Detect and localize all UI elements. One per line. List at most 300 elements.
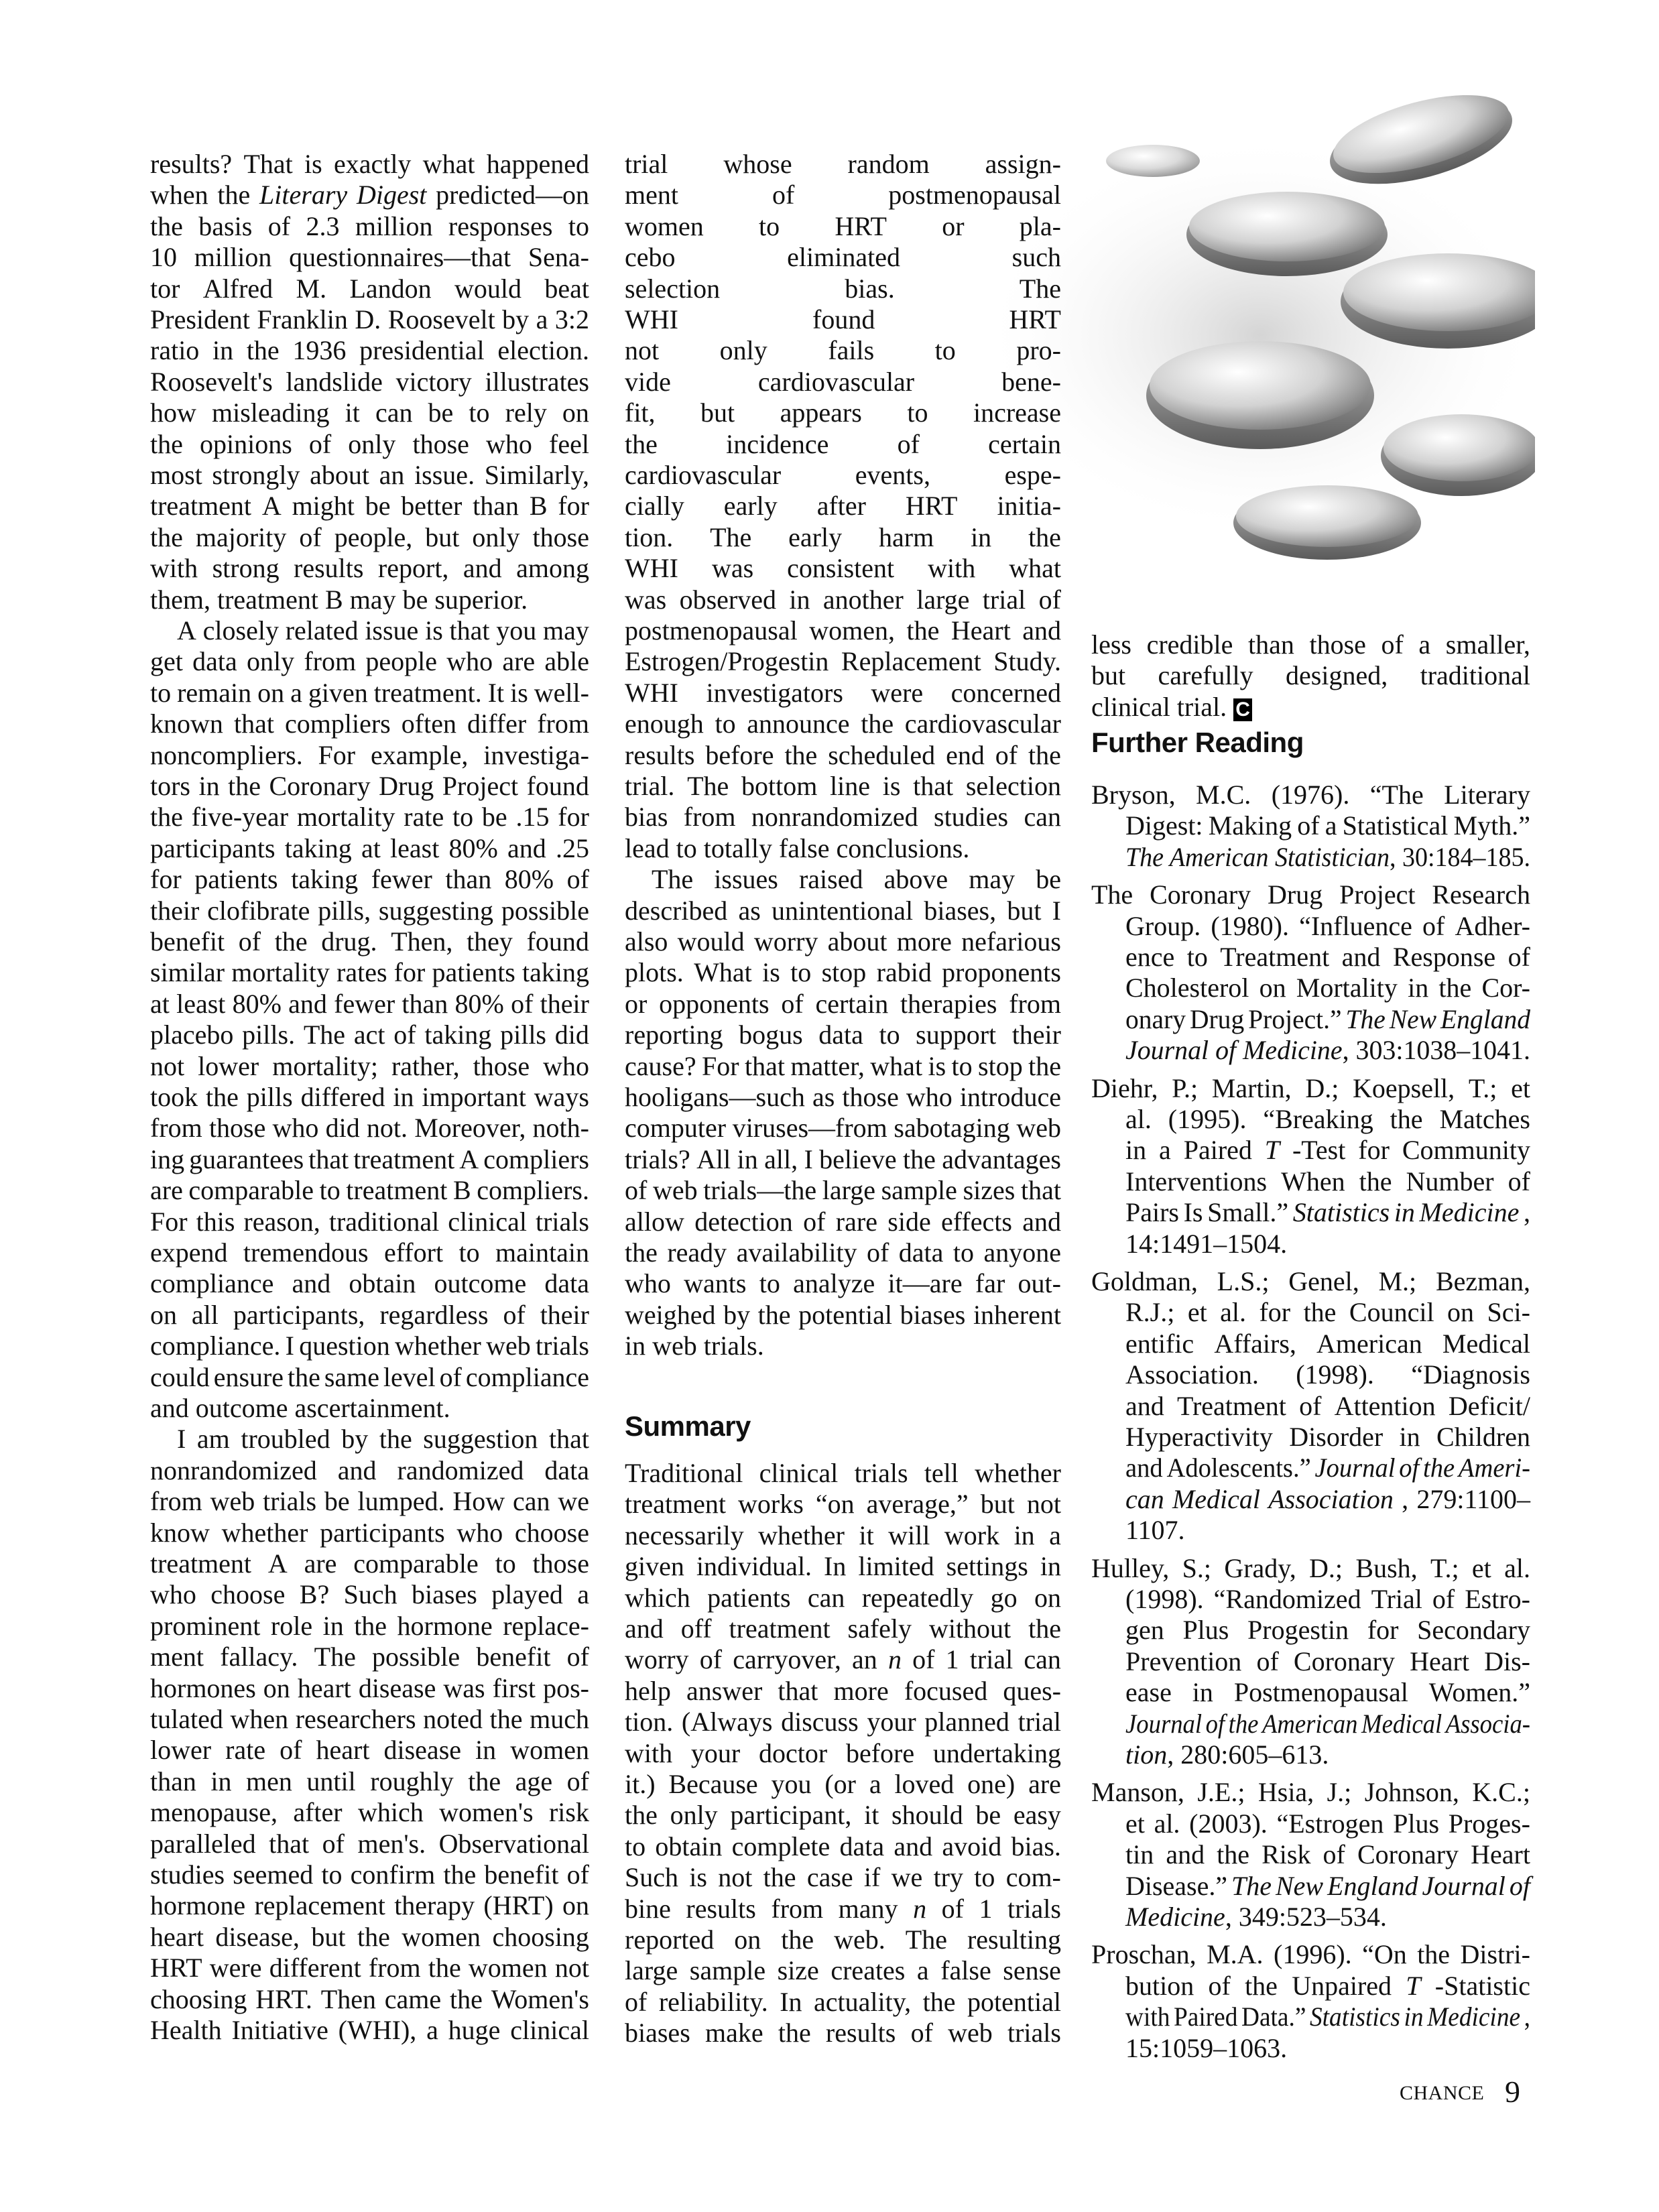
word: is (928, 1050, 946, 1081)
word: from (683, 802, 736, 833)
word: HRT (905, 491, 958, 521)
word: be (1036, 864, 1061, 895)
word: you (496, 615, 537, 646)
word: trials? (625, 1144, 690, 1174)
word: Roosevelt's (150, 366, 273, 397)
word: wants (684, 1268, 747, 1299)
word: tion. (625, 1707, 674, 1737)
word: HRT (150, 1953, 202, 1983)
text-line (625, 1955, 1061, 1986)
text-line (625, 1300, 1061, 1331)
text-line (150, 1922, 589, 1953)
text-line (150, 1735, 589, 1766)
word: whether (221, 1517, 308, 1548)
word: tell (924, 1458, 959, 1488)
word: how (150, 397, 196, 428)
word: well- (534, 677, 589, 708)
word: in (1408, 973, 1429, 1003)
word: the (489, 1704, 523, 1734)
word: paralleled (150, 1828, 256, 1859)
word: found (526, 926, 589, 957)
word: who (456, 1517, 503, 1548)
word: false (940, 1955, 991, 1986)
word: million (194, 242, 272, 273)
word: to (715, 709, 736, 739)
word: roughly (370, 1766, 454, 1796)
word: data (544, 1268, 589, 1299)
word: million (355, 210, 433, 241)
word: (1976). (1271, 780, 1350, 810)
word: than (402, 988, 448, 1019)
word: can (512, 1486, 550, 1517)
word: to (458, 1237, 480, 1268)
page-number: 9 (1505, 2075, 1520, 2109)
word: studies (934, 802, 1009, 833)
word: New (1389, 1003, 1437, 1034)
word: comparable (353, 1548, 479, 1579)
word: example, (370, 739, 469, 770)
word: by (341, 1424, 369, 1455)
word: expend (150, 1237, 228, 1268)
word: not (625, 335, 660, 366)
word: “on (815, 1489, 855, 1520)
word: trial (625, 149, 668, 179)
word: assign- (985, 149, 1061, 179)
word: of (267, 210, 291, 241)
word: the (903, 1144, 936, 1174)
word: patients (194, 864, 278, 895)
word: For (318, 739, 356, 770)
word: the (379, 1424, 412, 1455)
word: obtain (655, 1831, 723, 1861)
word: benefit (150, 926, 225, 957)
word: whether (758, 1520, 845, 1550)
word: one) (967, 1769, 1016, 1799)
word: incidence (726, 428, 829, 459)
word: It (487, 677, 505, 708)
word: it (864, 1800, 879, 1831)
word: -Test (1292, 1135, 1346, 1166)
text-line (625, 957, 1061, 988)
word: potential (798, 1299, 893, 1330)
word: reliability. (658, 1986, 768, 2017)
text-line (625, 1175, 1061, 1206)
word: at (361, 833, 381, 863)
word: M.C. (1196, 780, 1251, 810)
word: Community (1402, 1135, 1530, 1166)
word: to (452, 802, 474, 833)
text-line (1091, 1939, 1530, 1970)
word: allow (625, 1206, 684, 1237)
word: effects (941, 1206, 1012, 1237)
word: found (812, 304, 875, 334)
word: of (511, 988, 534, 1019)
text-line (1125, 1135, 1530, 1166)
text-line (177, 1424, 589, 1455)
word: the (150, 521, 183, 552)
word: replace- (503, 1610, 589, 1641)
text-line (150, 522, 589, 553)
text-line (1125, 1035, 1530, 1066)
text-line (625, 771, 1061, 802)
word: cause? (625, 1050, 696, 1081)
word: the (763, 1862, 796, 1893)
word: Group. (1125, 910, 1201, 941)
word: n (887, 1644, 902, 1675)
word: disease (383, 1735, 462, 1766)
word: scheduled (828, 739, 936, 770)
word: Franklin (257, 304, 348, 334)
word: the (357, 1921, 390, 1952)
word: For (150, 1206, 188, 1237)
word: are (1028, 1769, 1061, 1799)
text-line (150, 180, 589, 210)
word: data (818, 1020, 863, 1050)
further-reading-heading: Further Reading (1091, 727, 1304, 758)
word: to (568, 210, 589, 241)
word: rate (225, 1735, 266, 1766)
text-line (1125, 2033, 1530, 2064)
word: to (1186, 942, 1208, 972)
word: average,” (866, 1489, 969, 1520)
text-line (1091, 1266, 1530, 1297)
word: ensure (213, 1361, 284, 1392)
text-line (625, 1237, 1061, 1268)
text-line (150, 1331, 589, 1361)
word: opponents (659, 988, 770, 1019)
word: pla- (1019, 210, 1061, 241)
text-line (1125, 1902, 1530, 1932)
word: and (1022, 615, 1061, 646)
word: L.S.; (1217, 1266, 1270, 1296)
word: get (150, 646, 183, 677)
word: resulting (967, 1924, 1061, 1955)
word: in (1013, 1520, 1035, 1550)
text-line (625, 678, 1061, 709)
word: pills (500, 1020, 546, 1050)
word: Literary (259, 180, 348, 210)
word: R.J.; (1125, 1297, 1175, 1328)
word: bias. (1011, 1831, 1061, 1861)
word: is (425, 615, 443, 646)
word: The (1345, 1003, 1386, 1034)
word: treatment (150, 491, 252, 521)
word: tin (1125, 1839, 1154, 1870)
word: the (150, 210, 183, 241)
word: the (1028, 739, 1061, 770)
text-line (150, 429, 589, 460)
word: by (723, 1299, 751, 1330)
word: at (150, 988, 170, 1019)
text: , 349:523–534. (1225, 1902, 1387, 1932)
word: Moreover, (414, 1113, 526, 1144)
text-line (1091, 692, 1530, 723)
word: (1980). (1211, 910, 1289, 941)
word: rate (404, 802, 444, 833)
word: compliers (483, 1144, 589, 1174)
word: (2003). (1189, 1808, 1268, 1839)
word: women (402, 1921, 481, 1952)
word: from (368, 1953, 421, 1983)
word: Goldman, (1091, 1266, 1198, 1296)
word: to (469, 397, 490, 428)
word: basis (198, 210, 253, 241)
word: Journal (1314, 1453, 1396, 1483)
word: a (1159, 1135, 1171, 1166)
word: the (1245, 1970, 1278, 2001)
word: who (272, 1113, 319, 1144)
word: , (1524, 2002, 1530, 2032)
word: would (677, 926, 745, 957)
word: be (428, 397, 454, 428)
word: al. (1154, 1808, 1180, 1839)
word: did (554, 1020, 589, 1050)
word: taking (291, 864, 359, 895)
word: rather, (391, 1050, 460, 1081)
word: Estro- (1465, 1584, 1530, 1614)
text-line (1125, 1971, 1530, 2002)
word: women (625, 210, 704, 241)
word: investiga- (483, 739, 589, 770)
text-line (150, 1113, 589, 1144)
word: Paired (1183, 1135, 1252, 1166)
text-line (1125, 1839, 1530, 1870)
word: described (625, 895, 728, 926)
text-line (625, 1144, 1061, 1175)
word: of (1422, 910, 1445, 941)
word: ing (150, 1144, 185, 1174)
text-line (150, 1020, 589, 1050)
word: the (1417, 1939, 1451, 1970)
word: could (150, 1361, 210, 1392)
word: Proschan, (1091, 1939, 1196, 1970)
word: strongly (212, 460, 300, 490)
word: and (1341, 942, 1381, 972)
word: it (859, 1520, 874, 1550)
text-line (150, 273, 589, 304)
word: of (781, 988, 804, 1019)
word: bution (1125, 1970, 1194, 2001)
word: web (652, 1175, 698, 1206)
word: was (443, 1672, 485, 1703)
text-line (1125, 1359, 1530, 1390)
word: and (288, 988, 327, 1019)
text: , 280:605–613. (1167, 1739, 1329, 1770)
word: creates (831, 1955, 906, 1986)
word: from (1009, 988, 1061, 1019)
word: be (481, 802, 507, 833)
word: espe- (1004, 460, 1061, 490)
word: 2.3 (306, 210, 340, 241)
word: I (804, 1144, 813, 1174)
text-line (150, 1175, 589, 1206)
word: biases (900, 1299, 966, 1330)
text-line (1125, 1615, 1530, 1646)
word: it (345, 397, 360, 428)
word: noth- (532, 1113, 589, 1144)
word: 80% (504, 864, 554, 895)
word: of (280, 1735, 302, 1766)
word: of (1381, 629, 1404, 660)
text-line (150, 242, 589, 273)
word: Making (1208, 810, 1292, 841)
word: the (625, 428, 658, 459)
word: the (217, 180, 251, 210)
word: vide (625, 366, 671, 397)
word: issues (714, 864, 778, 895)
text-line (1125, 1484, 1530, 1515)
text-line (1091, 879, 1530, 910)
word: landslide (286, 366, 383, 397)
word: ques- (1003, 1675, 1061, 1706)
word: Study. (993, 646, 1061, 677)
word: The (687, 771, 729, 801)
word: questionnaires—that (289, 242, 511, 273)
word: of (625, 1175, 648, 1206)
word: not. (366, 1113, 408, 1144)
text: them, treatment B may be superior. (150, 584, 528, 615)
word: that (449, 615, 490, 646)
word: choose (210, 1579, 286, 1610)
text-line (150, 460, 589, 491)
word: I (1052, 895, 1061, 926)
word: American (1316, 1328, 1422, 1359)
word: for (558, 491, 589, 521)
word: of (699, 1644, 723, 1675)
word: , (1523, 1197, 1530, 1228)
text-line (1125, 973, 1530, 1003)
word: for (1367, 1615, 1399, 1646)
word: Secondary (1417, 1615, 1530, 1646)
word: focused (904, 1675, 988, 1706)
text-line (150, 926, 589, 957)
word: on (257, 677, 285, 708)
word: act (353, 1020, 385, 1050)
word: M. (296, 273, 327, 304)
word: those (412, 428, 469, 459)
text-line (150, 864, 589, 895)
text-line (625, 522, 1061, 553)
word: the (1028, 521, 1061, 552)
word: consistent (787, 553, 895, 584)
word: they (467, 926, 513, 957)
word: comparable (188, 1175, 314, 1206)
word: selection (965, 771, 1061, 801)
text-line (625, 833, 1061, 864)
text-line (1125, 1422, 1530, 1453)
word: heart (316, 1735, 370, 1766)
text-line (625, 1551, 1061, 1582)
word: to (150, 677, 172, 708)
word: Heart (1471, 1839, 1530, 1870)
word: of (897, 428, 920, 459)
text-line (625, 2018, 1061, 2048)
word: HRT (835, 210, 887, 241)
word: of (1256, 1646, 1279, 1676)
word: given (308, 677, 368, 708)
word: differ (467, 709, 527, 739)
word: avoid (942, 1831, 1002, 1861)
word: the (150, 428, 183, 459)
word: Council (1349, 1297, 1434, 1328)
word: should (892, 1800, 963, 1831)
word: Such (625, 1862, 678, 1893)
word: (1996). (1274, 1939, 1352, 1970)
word: (Always (681, 1707, 773, 1737)
word: the (781, 1924, 814, 1955)
word: men (246, 1766, 292, 1796)
text-line (625, 1207, 1061, 1237)
word: of (1208, 1970, 1231, 2001)
text-line (1125, 1677, 1530, 1708)
text-line (150, 1766, 589, 1797)
word: issue (365, 615, 419, 646)
word: compliers. (477, 1175, 589, 1206)
word: out- (1018, 1268, 1061, 1299)
word: regardless (379, 1299, 489, 1330)
word: in (1192, 1677, 1213, 1708)
text: 15:1059–1063. (1125, 2032, 1288, 2063)
word: after (816, 491, 866, 521)
word: hormones (150, 1672, 256, 1703)
word: and (1022, 1206, 1061, 1237)
word: obtain (349, 1268, 416, 1299)
text-line (625, 1644, 1061, 1675)
word: The (314, 1642, 356, 1672)
text-line (150, 1611, 589, 1642)
word: believe (819, 1144, 897, 1174)
word: age (515, 1766, 553, 1796)
word: T (1406, 1970, 1421, 2001)
text-line (625, 1520, 1061, 1551)
text-line (150, 896, 589, 926)
word: go (990, 1582, 1018, 1613)
word: 80% (232, 988, 282, 1019)
word: was (625, 584, 667, 615)
word: President (150, 304, 250, 334)
word: but (1007, 895, 1042, 926)
text-line (1125, 1166, 1530, 1197)
word: For (701, 1050, 739, 1081)
word: is (689, 1862, 707, 1893)
text-line (1125, 1515, 1530, 1546)
word: to (625, 1831, 646, 1861)
word: lower (150, 1735, 212, 1766)
word: et (1187, 1297, 1207, 1328)
text-line (625, 585, 1061, 615)
text-line (150, 833, 589, 864)
word: biases, (924, 895, 997, 926)
word: bias. (845, 273, 895, 304)
word: their (150, 895, 200, 926)
word: D.; (1309, 1552, 1343, 1583)
word: K.C.; (1472, 1777, 1530, 1808)
word: postmenopausal (888, 180, 1061, 210)
word: M.; (1378, 1266, 1417, 1296)
word: their (540, 1299, 589, 1330)
word: or (942, 210, 965, 241)
word: which (357, 1797, 424, 1828)
word: The (1231, 1870, 1272, 1901)
word: potential (967, 1986, 1061, 2017)
text: in web trials. (625, 1331, 764, 1361)
word: or (625, 988, 648, 1019)
word: participants (150, 833, 275, 863)
text-line (1125, 1871, 1530, 1902)
word: Risk (1262, 1839, 1311, 1870)
word: fails (828, 335, 875, 366)
text-line (150, 491, 589, 521)
